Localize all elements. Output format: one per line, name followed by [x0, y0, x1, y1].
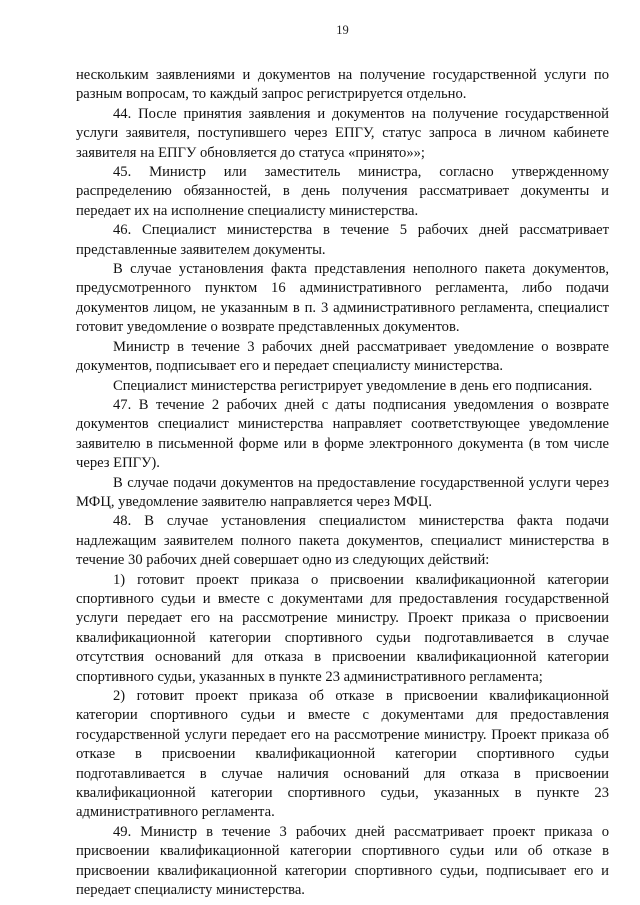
paragraph-47: 47. В течение 2 рабочих дней с даты подписания уведомления о возврате документов специалист министерства направляет соответствующее уведомление заявителю в письменной форме или в форме электронного документа (в том числе через ЕПГУ).	[76, 396, 609, 472]
paragraph-continuation: нескольким заявлениями и документов на получение государственной услуги по разным вопросам, то каждый запрос регистрируется отдельно.	[76, 67, 609, 103]
paragraph-48-item-1: 1) готовит проект приказа о присвоении квалификационной категории спортивного судьи и вместе с документами для предоставления государственной услуги передает его на рассмотрение министру. Проект приказа о присвоении квалификационной категории спортивного судьи подготавливается в случае отсутствия оснований для отказа в присвоении квалификационной категории спортивного судьи, указанных в пункте 23 административного регламента;	[76, 571, 609, 685]
paragraph-46-incomplete-package: В случае установления факта представления неполного пакета документов, предусмотренного пунктом 16 административного регламента, либо подачи документов лицом, не указанным в п. 3 административного регламента, специалист готовит уведомление о возврате представленных документов.	[76, 261, 609, 336]
paragraph-47-mfc: В случае подачи документов на предоставление государственной услуги через МФЦ, уведомление заявителю направляется через МФЦ.	[76, 474, 609, 510]
paragraph-46-minister-review: Министр в течение 3 рабочих дней рассматривает уведомление о возврате документов, подписывает его и передает специалисту министерства.	[76, 338, 609, 375]
paragraph-48: 48. В случае установления специалистом министерства факта подачи надлежащим заявителем полного пакета документов, специалист министерства в течение 30 рабочих дней совершает одно из следующих действий:	[76, 513, 609, 569]
document-page	[76, 22, 609, 900]
paragraph-49: 49. Министр в течение 3 рабочих дней рассматривает проект приказа о присвоении квалификационной категории спортивного судьи или об отказе в присвоении квалификационной категории спортивного судьи, подписывает его и передает специалисту министерства.	[76, 823, 609, 899]
paragraph-44: 44. После принятия заявления и документов на получение государственной услуги заявителя, поступившего через ЕПГУ, статус запроса в личном кабинете заявителя на ЕПГУ обновляется до статуса «принято»»;	[76, 105, 609, 161]
page-number: 19	[336, 23, 349, 37]
paragraph-48-item-2: 2) готовит проект приказа об отказе в присвоении квалификационной категории спортивного судьи и вместе с документами для предоставления государственной услуги передает его на рассмотрение министру. Проект приказа об отказе в присвоении квалификационной категории спортивного судьи подготавливается в случае наличия оснований для отказа в присвоении квалификационной категории спортивного судьи, указанных в пункте 23 административного регламента.	[76, 688, 609, 821]
paragraph-46: 46. Специалист министерства в течение 5 рабочих дней рассматривает представленные заявителем документы.	[76, 222, 609, 258]
paragraph-45: 45. Министр или заместитель министра, согласно утвержденному распределению обязанностей, в день получения рассматривает документы и передает их на исполнение специалисту министерства.	[76, 164, 609, 219]
paragraph-46-registration: Специалист министерства регистрирует уведомление в день его подписания.	[113, 377, 593, 394]
